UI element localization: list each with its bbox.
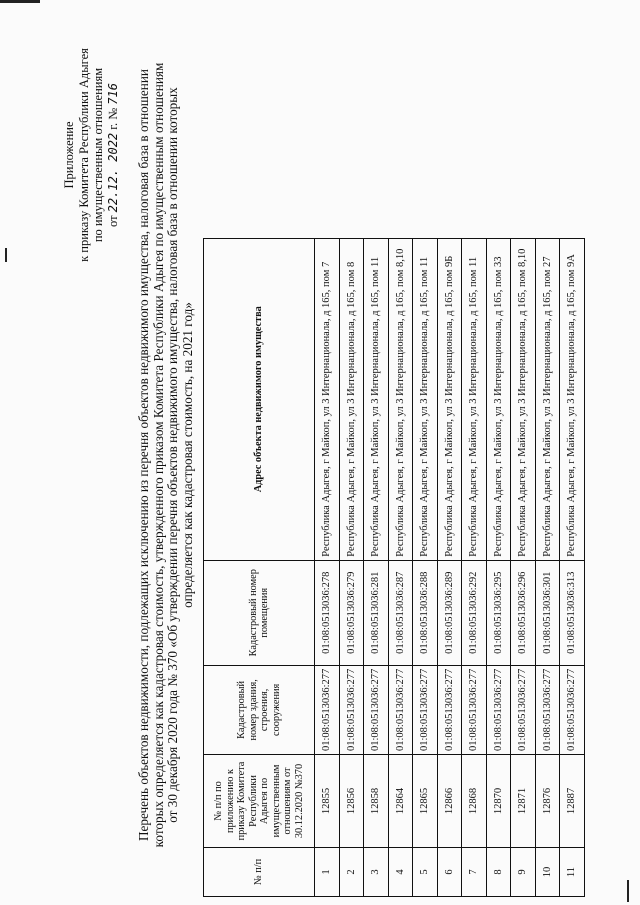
cell-order-index: 12868 [462,755,487,848]
cell-order-index: 12864 [388,755,413,848]
cell-building-cadastral: 01:08:0513036:277 [560,665,585,754]
table-row [437,238,462,896]
cell-building-cadastral: 01:08:0513036:277 [364,665,389,754]
appendix-committee: по имущественным отношениям [91,67,106,243]
objects-table [203,238,585,897]
cell-index: 6 [437,848,462,897]
cell-premises-cadastral: 01:08:0513036:296 [511,560,536,665]
document-heading: Перечень объектов недвижимости, подлежащих исключению из перечня объектов недвижимого имущества, налоговая база в отношении которых определяется как кадастровая стоимость, утвержденного приказом Комитета Республики Адыгея по имущественным отношениям от 30 декабря 2020 года № 370 «Об утверждении перечня объектов недвижимого имущества, налоговая база в отношении которых определяется как кадастровая стоимость, на 2021 год» [136,62,195,848]
cell-premises-cadastral: 01:08:0513036:279 [339,560,364,665]
cell-address: Республика Адыгея, г Майкоп, ул 3 Интернационала, д 165, пом 8 [339,238,364,560]
cell-premises-cadastral: 01:08:0513036:292 [462,560,487,665]
cell-address: Республика Адыгея, г Майкоп, ул 3 Интернационала, д 165, пом 9А [560,238,585,560]
cell-address: Республика Адыгея, г Майкоп, ул 3 Интернационала, д 165, пом 7 [315,238,340,560]
cell-index: 1 [315,848,340,897]
col-header-order-index: № п/п по приложению к приказу Комитета Республики Адыгея по имущественным отношениям от 30.12.2020 №370 [204,755,315,848]
table-row [560,238,585,896]
table-header-row [204,238,315,896]
number-prefix: г. № [105,107,120,130]
cell-index: 10 [535,848,560,897]
col-header-premises-cadastral: Кадастровый номер помещения [204,560,315,665]
cell-address: Республика Адыгея, г Майкоп, ул 3 Интернационала, д 165, пом 27 [535,238,560,560]
table-body [315,238,585,896]
cell-premises-cadastral: 01:08:0513036:281 [364,560,389,665]
col-header-building-cadastral: Кадастровый номер здания, строения, сооружения [204,665,315,754]
cell-building-cadastral: 01:08:0513036:277 [388,665,413,754]
cell-address: Республика Адыгея, г Майкоп, ул 3 Интернационала, д 165, пом 33 [486,238,511,560]
cell-premises-cadastral: 01:08:0513036:313 [560,560,585,665]
cell-premises-cadastral: 01:08:0513036:288 [413,560,438,665]
order-number: 716 [105,83,120,105]
cell-building-cadastral: 01:08:0513036:277 [486,665,511,754]
cell-premises-cadastral: 01:08:0513036:287 [388,560,413,665]
cell-order-index: 12870 [486,755,511,848]
cell-building-cadastral: 01:08:0513036:277 [315,665,340,754]
cell-building-cadastral: 01:08:0513036:277 [437,665,462,754]
cell-order-index: 12871 [511,755,536,848]
cell-address: Республика Адыгея, г Майкоп, ул 3 Интернационала, д 165, пом 11 [462,238,487,560]
cell-order-index: 12858 [364,755,389,848]
col-header-index: № п/п [204,848,315,897]
cell-building-cadastral: 01:08:0513036:277 [511,665,536,754]
date-prefix: от [105,215,120,228]
cell-index: 2 [339,848,364,897]
table-row [486,238,511,896]
cell-index: 4 [388,848,413,897]
table-row [315,238,340,896]
cell-order-index: 12855 [315,755,340,848]
cell-index: 8 [486,848,511,897]
table-row [339,238,364,896]
table-row [462,238,487,896]
cell-premises-cadastral: 01:08:0513036:289 [437,560,462,665]
cell-building-cadastral: 01:08:0513036:277 [413,665,438,754]
cell-building-cadastral: 01:08:0513036:277 [535,665,560,754]
cell-order-index: 12866 [437,755,462,848]
cell-index: 7 [462,848,487,897]
col-header-address: Адрес объекта недвижимого имущества [204,238,315,560]
cell-building-cadastral: 01:08:0513036:277 [462,665,487,754]
cell-index: 5 [413,848,438,897]
cell-index: 9 [511,848,536,897]
cell-address: Республика Адыгея, г Майкоп, ул 3 Интернационала, д 165, пом 8,10 [388,238,413,560]
appendix-block [62,25,120,285]
cell-premises-cadastral: 01:08:0513036:301 [535,560,560,665]
cell-index: 3 [364,848,389,897]
cell-index: 11 [560,848,585,897]
cell-premises-cadastral: 01:08:0513036:278 [315,560,340,665]
cell-address: Республика Адыгея, г Майкоп, ул 3 Интернационала, д 165, пом 11 [413,238,438,560]
appendix-title: Приложение [62,121,76,189]
cell-order-index: 12876 [535,755,560,848]
cell-order-index: 12856 [339,755,364,848]
table-row [388,238,413,896]
table-row [511,238,536,896]
cell-order-index: 12865 [413,755,438,848]
cell-address: Республика Адыгея, г Майкоп, ул 3 Интернационала, д 165, пом 11 [364,238,389,560]
cell-address: Республика Адыгея, г Майкоп, ул 3 Интернационала, д 165, пом 9Б [437,238,462,560]
date-value: 22.12. 2022 [105,132,120,213]
cell-address: Республика Адыгея, г Майкоп, ул 3 Интернационала, д 165, пом 8,10 [511,238,536,560]
table-row [364,238,389,896]
appendix-order-ref: к приказу Комитета Республики Адыгея [76,48,91,262]
table-row [535,238,560,896]
table-row [413,238,438,896]
cell-order-index: 12887 [560,755,585,848]
cell-premises-cadastral: 01:08:0513036:295 [486,560,511,665]
appendix-date-line [106,25,121,285]
cell-building-cadastral: 01:08:0513036:277 [339,665,364,754]
